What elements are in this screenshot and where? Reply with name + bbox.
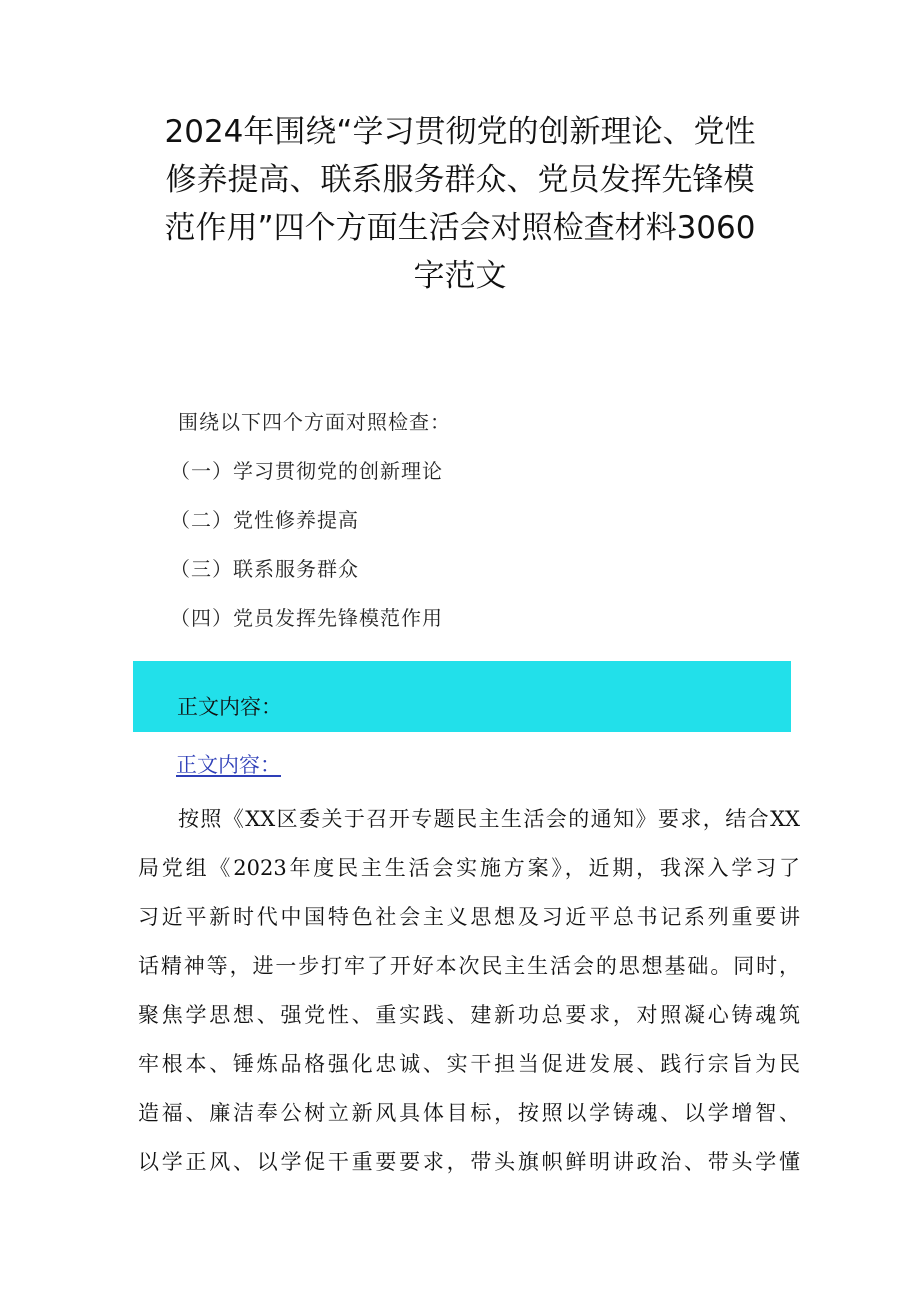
highlight-label: 正文内容： — [177, 695, 282, 719]
outline-intro: 围绕以下四个方面对照检查： — [178, 410, 451, 434]
body-line: 聚焦学思想、强党性、重实践、建新功总要求，对照凝心铸魂筑 — [138, 1003, 800, 1027]
title-line: 范作用”四个方面生活会对照检查材料3060 — [164, 210, 756, 246]
title-line: 修养提高、联系服务群众、党员发挥先锋模 — [165, 162, 755, 198]
body-line: 习近平新时代中国特色社会主义思想及习近平总书记系列重要讲 — [138, 905, 800, 929]
body-paragraph — [138, 795, 800, 1187]
body-line: 按照《XX区委关于召开专题民主生活会的通知》要求，结合XX — [178, 807, 800, 831]
document-title — [100, 108, 820, 300]
title-line: 字范文 — [413, 258, 507, 294]
outline-list — [170, 398, 451, 643]
content-link[interactable]: 正文内容： — [176, 753, 281, 777]
body-line: 造福、廉洁奉公树立新风具体目标，按照以学铸魂、以学增智、 — [138, 1101, 800, 1125]
body-line: 牢根本、锤炼品格强化忠诚、实干担当促进发展、践行宗旨为民 — [138, 1052, 800, 1076]
outline-item: （二）党性修养提高 — [170, 508, 359, 532]
body-line: 话精神等，进一步打牢了开好本次民主生活会的思想基础。同时， — [138, 954, 800, 978]
body-line: 局党组《2023年度民主生活会实施方案》，近期，我深入学习了 — [138, 856, 800, 880]
outline-item: （三）联系服务群众 — [170, 557, 359, 581]
body-line: 以学正风、以学促干重要要求，带头旗帜鲜明讲政治、带头学懂 — [138, 1150, 800, 1174]
highlight-band — [133, 661, 791, 732]
outline-item: （一）学习贯彻党的创新理论 — [170, 459, 443, 483]
outline-item: （四）党员发挥先锋模范作用 — [170, 606, 443, 630]
title-line: 2024年围绕“学习贯彻党的创新理论、党性 — [164, 114, 756, 150]
